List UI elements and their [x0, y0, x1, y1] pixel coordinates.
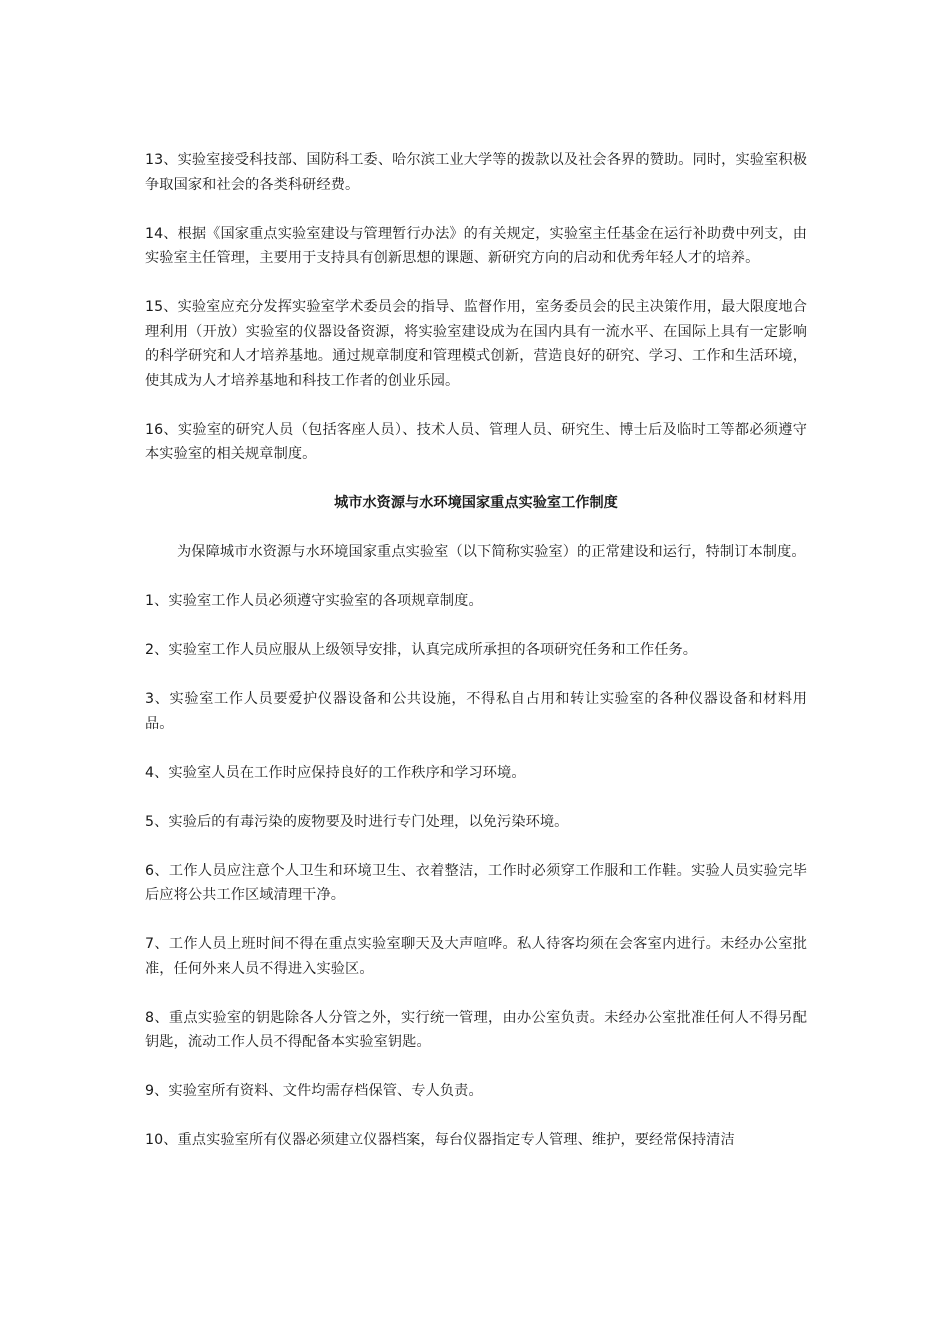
rule-item-1: 1、实验室工作人员必须遵守实验室的各项规章制度。 [145, 593, 483, 609]
rule-item-10: 10、重点实验室所有仪器必须建立仪器档案，每台仪器指定专人管理、维护，要经常保持清洁 [145, 1132, 735, 1148]
rule-item-5: 5、实验后的有毒污染的废物要及时进行专门处理，以免污染环境。 [145, 813, 569, 830]
paragraph-item-13: 13、实验室接受科技部、国防科工委、哈尔滨工业大学等的拨款以及社会各界的赞助。同时，实验室积极争取国家和社会的各类科研经费。 [145, 152, 807, 193]
rule-item-4: 4、实验室人员在工作时应保持良好的工作秩序和学习环境。 [145, 764, 526, 781]
paragraph-item-16: 16、实验室的研究人员（包括客座人员）、技术人员、管理人员、研究生、博士后及临时工等都必须遵守本实验室的相关规章制度。 [145, 421, 807, 462]
document-page [145, 148, 807, 1153]
rule-item-3: 3、实验室工作人员要爱护仪器设备和公共设施，不得私自占用和转让实验室的各种仪器设备和材料用品。 [145, 691, 807, 732]
rule-item-6: 6、工作人员应注意个人卫生和环境卫生、衣着整洁，工作时必须穿工作服和工作鞋。实验人员实验完毕后应将公共工作区域清理干净。 [145, 862, 807, 903]
section-title: 城市水资源与水环境国家重点实验室工作制度 [334, 495, 618, 511]
rule-item-7: 7、工作人员上班时间不得在重点实验室聊天及大声喧哗。私人待客均须在会客室内进行。未经办公室批准，任何外来人员不得进入实验区。 [145, 936, 807, 977]
rule-item-9: 9、实验室所有资料、文件均需存档保管、专人负责。 [145, 1083, 483, 1099]
rule-item-8: 8、重点实验室的钥匙除各人分管之外，实行统一管理，由办公室负责。未经办公室批准任何人不得另配钥匙，流动工作人员不得配备本实验室钥匙。 [145, 1009, 807, 1050]
rule-item-2: 2、实验室工作人员应服从上级领导安排，认真完成所承担的各项研究任务和工作任务。 [145, 642, 698, 658]
paragraph-item-15: 15、实验室应充分发挥实验室学术委员会的指导、监督作用，室务委员会的民主决策作用，最大限度地合理利用（开放）实验室的仪器设备资源，将实验室建设成为在国内具有一流水平、在国际上具有一定影响的科学研究和人才培养基地。通过规章制度和管理模式创新，营造良好的研究、学习、工作和生活环境，使其成为人才培养基地和科技工作者的创业乐园。 [145, 299, 807, 389]
paragraph-item-14: 14、根据《国家重点实验室建设与管理暂行办法》的有关规定，实验室主任基金在运行补助费中列支，由实验室主任管理，主要用于支持具有创新思想的课题、新研究方向的启动和优秀年轻人才的培养。 [145, 225, 807, 266]
intro-paragraph: 为保障城市水资源与水环境国家重点实验室（以下简称实验室）的正常建设和运行，特制订本制度。 [177, 544, 806, 560]
